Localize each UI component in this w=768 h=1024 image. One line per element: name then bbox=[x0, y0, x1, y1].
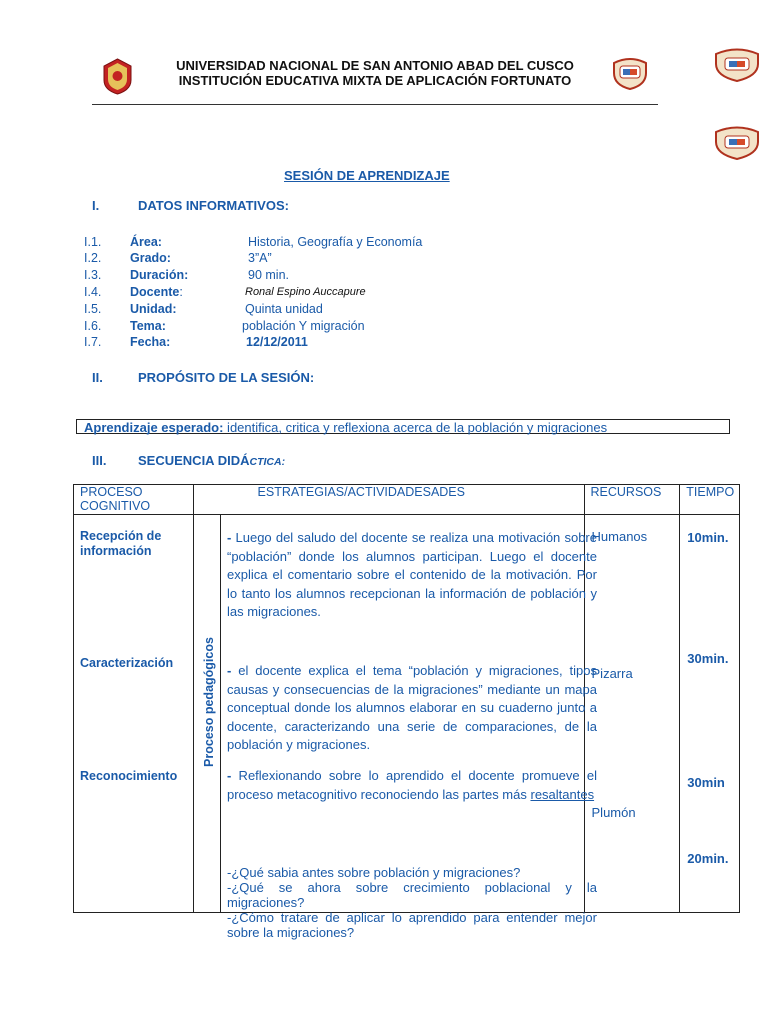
datos-num: I.7. bbox=[84, 335, 102, 349]
section-3-number: III. bbox=[92, 453, 107, 468]
section-3-title-main: SECUENCIA DIDÁ bbox=[138, 453, 250, 468]
institution-name: INSTITUCIÓN EDUCATIVA MIXTA DE APLICACIÓN FORTUNATO bbox=[178, 73, 572, 88]
header-tiempo: TIEMPO bbox=[680, 485, 740, 515]
datos-label: Duración: bbox=[130, 268, 189, 282]
university-name: UNIVERSIDAD NACIONAL DE SAN ANTONIO ABAD DEL CUSCO bbox=[176, 58, 574, 73]
datos-value: Ronal Espino Auccapure bbox=[245, 286, 366, 298]
section-1-number: I. bbox=[92, 198, 100, 213]
section-3-title-small: CTICA: bbox=[249, 456, 286, 468]
datos-num: I.6. bbox=[84, 319, 102, 333]
proceso-cell bbox=[74, 515, 194, 913]
recursos-cell bbox=[584, 515, 680, 913]
purpose-box bbox=[76, 419, 730, 434]
datos-value: 90 min. bbox=[248, 268, 289, 282]
datos-label: Docente bbox=[130, 285, 180, 299]
datos-value: población Y migración bbox=[242, 319, 365, 333]
purpose-text: identifica, critica y reflexiona acerca de la población y migraciones bbox=[223, 420, 608, 435]
activity-item bbox=[227, 529, 597, 622]
table-body-row bbox=[74, 515, 740, 913]
tiempo-item: 30min. bbox=[687, 651, 729, 666]
activity-text: el docente explica el tema “población y migraciones, tipos causas y consecuencias de la migraciones” mediante un mapa conceptual donde los alumnos elaborar en su cuaderno junto a docente, caracterizando una serie de comparaciones, de la población y migraciones. bbox=[226, 663, 597, 752]
school-crest-icon bbox=[714, 126, 760, 165]
datos-colon: : bbox=[179, 285, 183, 299]
school-crest-icon bbox=[612, 57, 648, 95]
activity-dash: - bbox=[226, 530, 232, 545]
header-recursos: RECURSOS bbox=[584, 485, 680, 515]
datos-num: I.4. bbox=[84, 285, 102, 299]
question-item: -¿Qué se ahora sobre crecimiento poblacional y la migraciones? bbox=[226, 880, 597, 910]
vertical-label: Proceso pedagógicos bbox=[201, 637, 216, 767]
activities-cell bbox=[220, 515, 597, 940]
recurso-item: Humanos bbox=[591, 529, 648, 544]
section-3-title bbox=[138, 453, 285, 468]
proceso-item: Reconocimiento bbox=[80, 769, 178, 783]
purpose-label: Aprendizaje esperado: bbox=[84, 420, 224, 435]
proceso-item: Caracterización bbox=[80, 656, 174, 670]
activity-item bbox=[227, 767, 597, 804]
datos-num: I.5. bbox=[84, 302, 102, 316]
question-item: -¿Qué sabia antes sobre población y migraciones? bbox=[226, 865, 521, 880]
activity-dash: - bbox=[226, 768, 232, 783]
activity-dash: - bbox=[226, 663, 232, 678]
tiempo-item: 20min. bbox=[687, 851, 729, 866]
header-divider bbox=[92, 104, 658, 105]
question-item: -¿Cómo tratare de aplicar lo aprendido para entender mejor sobre la migraciones? bbox=[226, 910, 597, 940]
vertical-label-cell bbox=[193, 515, 220, 913]
datos-value: Quinta unidad bbox=[245, 302, 323, 316]
section-1-title: DATOS INFORMATIVOS: bbox=[138, 198, 289, 213]
university-seal-icon bbox=[102, 58, 133, 100]
datos-num: I.3. bbox=[84, 268, 102, 282]
tiempo-cell bbox=[680, 515, 740, 913]
questions-block bbox=[227, 865, 597, 940]
datos-value: 12/12/2011 bbox=[246, 335, 308, 349]
recurso-item: Plumón bbox=[591, 805, 636, 820]
datos-value: Historia, Geografía y Economía bbox=[248, 235, 423, 249]
datos-label: Tema: bbox=[130, 319, 166, 333]
activity-text: Luego del saludo del docente se realiza una motivación sobre “población” donde los alumnos participan. Luego el docente explica el comentario sobre el contenido de la motivación. Por lo tanto los alumnos recepcionan la información de población y las migraciones. bbox=[226, 530, 597, 619]
activity-item bbox=[227, 662, 597, 755]
tiempo-item: 30min bbox=[687, 775, 725, 790]
page-title: SESIÓN DE APRENDIZAJE bbox=[284, 168, 450, 183]
datos-label: Grado: bbox=[130, 251, 171, 265]
datos-value: 3”A” bbox=[248, 251, 272, 265]
section-2-title: PROPÓSITO DE LA SESIÓN: bbox=[138, 370, 315, 385]
header-estrategias: ESTRATEGIAS/ACTIVIDADESADES bbox=[193, 485, 584, 515]
section-2-number: II. bbox=[92, 370, 103, 385]
table-header-row bbox=[74, 485, 740, 515]
header-proceso: PROCESO COGNITIVO bbox=[74, 485, 194, 515]
sequence-table bbox=[73, 484, 740, 940]
datos-num: I.1. bbox=[84, 235, 102, 249]
datos-num: I.2. bbox=[84, 251, 102, 265]
proceso-item: Recepción de información bbox=[80, 529, 162, 558]
tiempo-item: 10min. bbox=[687, 530, 729, 545]
school-crest-icon bbox=[714, 48, 760, 87]
activity-text: Reflexionando sobre lo aprendido el docente promueve el proceso metacognitivo reconociendo las partes más bbox=[226, 768, 597, 802]
activity-underlined: resaltantes bbox=[530, 786, 595, 802]
datos-label: Área: bbox=[130, 235, 162, 249]
datos-label: Unidad: bbox=[130, 302, 177, 316]
datos-label: Fecha: bbox=[130, 335, 171, 349]
recurso-item: Pizarra bbox=[591, 666, 633, 681]
